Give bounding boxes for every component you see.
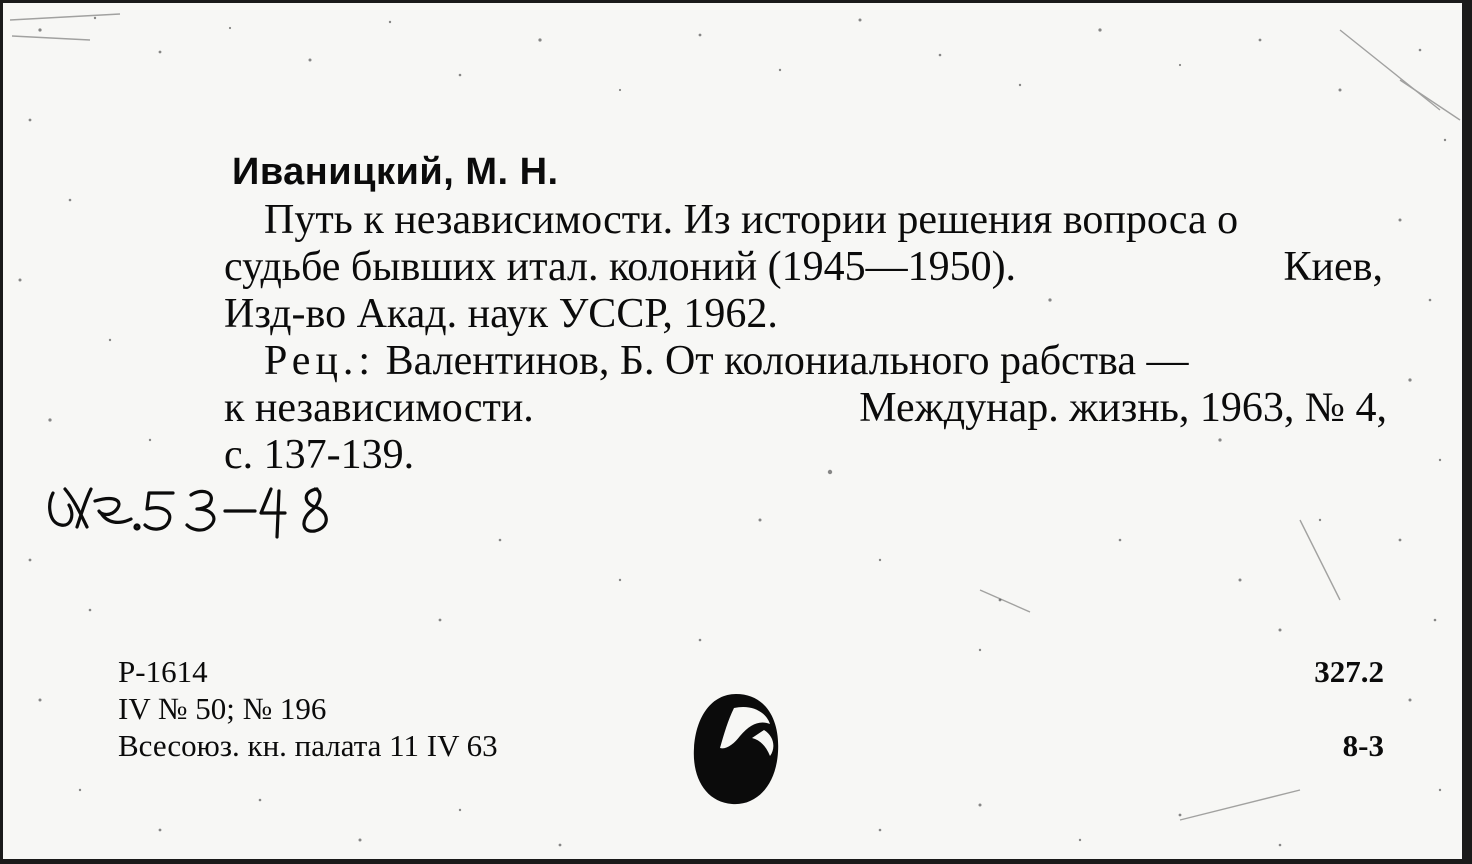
card-number: Р-1614 <box>118 654 208 689</box>
card-footer-right <box>1314 653 1384 764</box>
punch-hole <box>690 690 782 808</box>
title-line-1: Путь к независимости. Из истории решения вопроса о <box>264 197 1239 243</box>
bibliographic-entry <box>224 147 1387 479</box>
publisher-note: Всесоюз. кн. палата 11 IV 63 <box>118 728 498 763</box>
title-line-2: судьбе бывших итал. колоний (1945—1950). Киев, <box>224 244 1383 290</box>
review-line-1: Рец.: Валентинов, Б. От колониального рабства — <box>264 338 1189 384</box>
review-line-2: к независимости. Междунар. жизнь, 1963, № 4, <box>224 385 1387 431</box>
handwritten-shelfmark <box>45 475 375 545</box>
classification-number: 327.2 <box>1314 654 1384 689</box>
registration-numbers: IV № 50; № 196 <box>118 691 327 726</box>
card-footer-left <box>118 653 498 764</box>
review-line-3: с. 137-139. <box>224 432 415 478</box>
author-heading: Иваницкий, М. Н. <box>232 151 559 193</box>
card-code: 8-3 <box>1342 728 1384 763</box>
title-line-3: Изд-во Акад. наук УССР, 1962. <box>224 291 778 337</box>
review-label: Рец.: <box>264 338 376 384</box>
